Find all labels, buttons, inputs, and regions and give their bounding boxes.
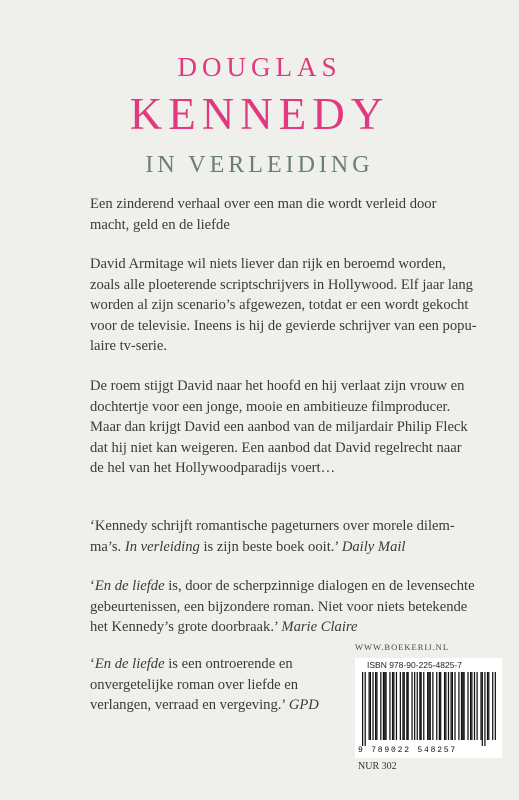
barcode-bar: [480, 672, 481, 740]
barcode-bar: [439, 672, 440, 740]
barcode-bar: [376, 672, 377, 740]
quote-text: is een ontroerende en: [164, 656, 293, 672]
barcode-bar: [445, 672, 446, 740]
text-line: [90, 654, 330, 675]
barcode-bar: [462, 672, 463, 740]
barcode-bar: [488, 672, 489, 740]
barcode-bar: [482, 672, 483, 746]
barcode-bar: [375, 672, 376, 740]
barcode-bar: [417, 672, 418, 740]
barcode-bar: [476, 672, 477, 740]
barcode-bar: [406, 672, 407, 740]
barcode-bar: [474, 672, 475, 740]
review-quote-gpd: [90, 654, 330, 716]
barcode-bar: [419, 672, 420, 740]
text-line: [90, 576, 490, 597]
barcode-bar: [423, 672, 424, 740]
text-line: ‘Kennedy schrijft romantische pageturners over morele dilem-: [90, 518, 455, 534]
quote-source: Daily Mail: [341, 538, 406, 555]
barcode-bar: [389, 672, 390, 740]
quote-text: is, door de scherpzinnige dialogen en de levensechte: [164, 578, 475, 594]
barcode-bar: [430, 672, 431, 740]
barcode-bar: [440, 672, 441, 740]
barcode-bar: [414, 672, 415, 740]
barcode-bar: [495, 672, 496, 740]
text-line: onvergetelijke roman over liefde en: [90, 676, 299, 693]
text-line: De roem stijgt David naar het hoofd en hij verlaat zijn vrouw en: [90, 378, 465, 394]
quote-text: het Kennedy’s grote doorbraak.’: [90, 619, 282, 635]
text-line: dat hij niet kan weigeren. Een aanbod dat David regelrecht naar: [90, 439, 462, 456]
barcode-bar: [392, 672, 393, 740]
text-line: gebeurtenissen, een bijzondere roman. Niet voor niets betekende: [90, 598, 468, 615]
quote-book-title: In verleiding: [124, 538, 200, 555]
barcode-bar: [428, 672, 429, 740]
quote-text: ‘: [90, 578, 95, 594]
barcode-bar: [492, 672, 493, 740]
nur-code: NUR 302: [358, 761, 397, 772]
barcode-bar: [484, 672, 485, 746]
quote-book-title: En de liefde: [94, 578, 165, 594]
barcode-bar: [384, 672, 385, 740]
barcode-digits: 9 789022 548257: [358, 746, 458, 755]
barcode-bar: [436, 672, 437, 740]
author-last-name: KENNEDY: [129, 89, 390, 139]
text-line: Maar dan krijgt David een aanbod van de miljardair Philip Fleck: [90, 419, 468, 435]
barcode-bar: [448, 672, 449, 740]
text-line: [90, 537, 490, 558]
barcode-bar: [385, 672, 386, 740]
barcode-bar: [458, 672, 459, 740]
publisher-website: WWW.BOEKERIJ.NL: [355, 642, 450, 652]
review-quote-marie-claire: [90, 576, 490, 638]
barcode-bar: [463, 672, 464, 740]
text-line: [90, 695, 330, 716]
blurb-paragraph-2: [90, 376, 490, 479]
barcode-bar: [372, 672, 373, 740]
text-line: [90, 617, 490, 638]
text-line: David Armitage wil niets liever dan rijk en beroemd worden,: [90, 256, 446, 272]
barcode-bar: [370, 672, 371, 740]
barcode-bar: [444, 672, 445, 740]
barcode-bar: [365, 672, 366, 746]
quote-text: ‘: [90, 656, 95, 672]
barcode-bar: [467, 672, 468, 740]
barcode-bar: [450, 672, 451, 740]
blurb-tagline: [90, 194, 490, 235]
quote-source: GPD: [288, 697, 319, 713]
quote-source: Marie Claire: [281, 619, 358, 635]
quote-text: verlangen, verraad en vergeving.’: [90, 697, 289, 713]
barcode-bar: [461, 672, 462, 740]
text-line: zoals alle ploeterende scriptschrijvers in Hollywood. Elf jaar lang: [90, 276, 473, 293]
author-first-name: DOUGLAS: [177, 52, 342, 82]
barcode-bar: [432, 672, 433, 740]
blurb-paragraph-1: [90, 254, 490, 357]
barcode-bar: [427, 672, 428, 740]
barcode-bar: [383, 672, 384, 740]
quote-book-title: En de liefde: [94, 656, 165, 672]
isbn-label: ISBN 978-90-225-4825-7: [367, 660, 462, 670]
barcode-bar: [362, 672, 363, 746]
barcode-bar: [402, 672, 403, 740]
text-line: dochtertje voor een jonge, mooie en ambitieuze filmproducer.: [90, 398, 451, 415]
text-line: voor de televisie. Ineens is hij de gevierde schrijver van een popu-: [90, 317, 477, 334]
barcode-bar: [404, 672, 405, 740]
barcode-bar: [454, 672, 455, 740]
barcode-bar: [400, 672, 401, 740]
text-line: laire tv-serie.: [90, 338, 167, 354]
barcode-bar: [396, 672, 397, 740]
barcode-bar: [470, 672, 471, 740]
barcode-bar: [421, 672, 422, 740]
text-line: Een zinderend verhaal over een man die wordt verleid door: [90, 196, 437, 212]
barcode-bar: [408, 672, 409, 740]
barcode-bar: [393, 672, 394, 740]
quote-text: ma’s.: [90, 538, 125, 555]
barcode-bar: [369, 672, 370, 740]
review-quote-daily-mail: [90, 516, 490, 557]
barcode-icon: [362, 672, 496, 746]
quote-text: is zijn beste boek ooit.’: [199, 538, 342, 555]
barcode-bar: [380, 672, 381, 740]
text-line: macht, geld en de liefde: [90, 216, 230, 233]
barcode-bar: [452, 672, 453, 740]
book-title: IN VERLEIDING: [145, 152, 374, 178]
text-line: de hel van het Hollywoodparadijs voert…: [90, 460, 336, 476]
barcode-bar: [471, 672, 472, 740]
barcode-bar: [487, 672, 488, 740]
barcode-bar: [411, 672, 412, 740]
text-line: worden al zijn scenario’s afgewezen, totdat er een wordt gekocht: [90, 297, 469, 313]
